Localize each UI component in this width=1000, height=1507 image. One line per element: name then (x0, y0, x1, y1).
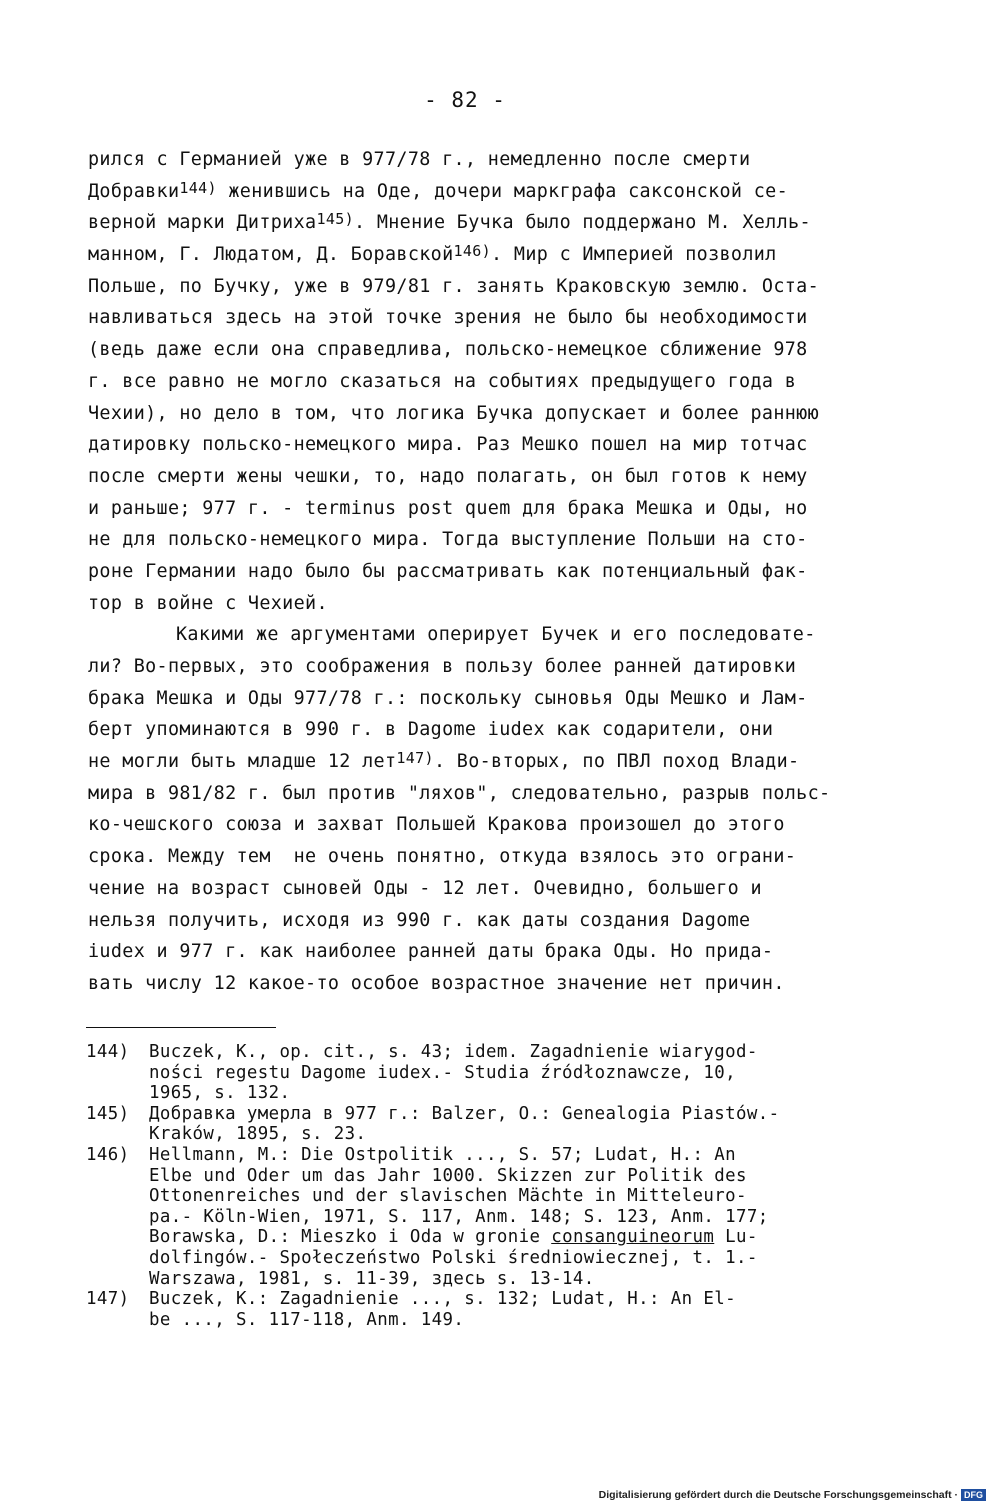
text-line: ли? Во-первых, это соображения в пользу более ранней датировки (88, 656, 797, 677)
credit-text: Digitalisierung gefördert durch die Deutsche Forschungsgemeinschaft · (598, 1489, 958, 1501)
text-line: тор в войне с Чехией. (88, 592, 328, 614)
text-line: вать числу 12 какое-то особое возрастное значение нет причин. (88, 972, 785, 994)
footnote-text: Buczek, K., op. cit., s. 43; idem. Zagadnienie wiarygod- ności regestu Dagome iudex.- Studia źródłoznawcze, 10, 1965, s. 132. (149, 1042, 758, 1104)
text-line: верной марки Дитриха$^{145)}$. Мнение Бучка было поддержано М. Хелль- (88, 210, 811, 234)
footnote-number: 147) (86, 1289, 130, 1310)
text-line: роне Германии надо было бы рассматривать как потенциальный фак- (88, 560, 808, 582)
footnote-divider (86, 1027, 276, 1028)
text-line: не могли быть младше 12 лет$^{147)}$. Во-вторых, по ПВЛ поход Влади- (88, 749, 800, 773)
text-line: манном, Г. Людатом, Д. Боравской$^{146)}$. Мир с Империей позволил (88, 242, 777, 266)
underlined-term: consanguineorum (551, 1227, 715, 1248)
footnote-text: Добравка умерла в 977 г.: Balzer, O.: Genealogia Piastów.- Kraków, 1895, s. 23. (149, 1103, 780, 1145)
text-line: рился с Германией уже в 977/78 г., немедленно после смерти (88, 149, 751, 170)
text-line: г. все равно не могло сказаться на событиях предыдущего года в (88, 370, 797, 392)
text-line: после смерти жены чешки, то, надо полагать, он был готов к нему (88, 465, 808, 487)
footnote-146 (86, 1145, 916, 1289)
dfg-credit (599, 1489, 986, 1501)
page-number: - 82 - (424, 88, 506, 112)
text-line: iudex и 977 г. как наиболее ранней даты брака Оды. Но прида- (88, 941, 774, 963)
footnote-ref-147: 147) (396, 749, 434, 768)
footnote-147 (86, 1289, 916, 1330)
footnote-number: 146) (86, 1144, 130, 1165)
main-text (88, 144, 908, 1000)
text-line: Чехии), но дело в том, что логика Бучка допускает и более раннюю (88, 402, 820, 424)
footnote-number: 144) (86, 1042, 130, 1062)
footnote-ref-144: 144) (179, 178, 217, 197)
text-line: Какими же аргументами оперирует Бучек и его последовате- (176, 624, 816, 646)
text-line: мира в 981/82 г. был против "ляхов", следовательно, разрыв польс- (88, 782, 831, 804)
text-line: датировку польско-немецкого мира. Раз Мешко пошел на мир тотчас (88, 434, 808, 456)
text-line: брака Мешка и Оды 977/78 г.: поскольку сыновья Оды Мешко и Лам- (88, 687, 808, 709)
dfg-logo: DFG (961, 1489, 986, 1501)
footnotes (86, 1042, 916, 1330)
text-line: срока. Между тем не очень понятно, откуда взялось это ограни- (88, 846, 797, 868)
text-line: Польше, по Бучку, уже в 979/81 г. занять Краковскую землю. Оста- (88, 275, 820, 297)
footnote-ref-146: 146) (453, 242, 492, 261)
footnote-text: Hellmann, M.: Die Ostpolitik ..., S. 57; Ludat, H.: An Elbe und Oder um das Jahr 1000. Skizzen zur Politik des Ottonenreiches und der slavischen Mächte in Mitteleuro- pa.- Köln-Wien, 1971, S. 117, Anm. 148; S. 123, Anm. 177; Borawska, D.: Mieszko i Oda w gronie consanguineorum Lu- dolfingów.- Społeczeństwo Polski średniowiecznej, t. 1.- Warszawa, 1981, s. 11-39, здесь s. 13-14. (149, 1144, 769, 1289)
text-line: нельзя получить, исходя из 990 г. как даты создания Dagome (88, 909, 751, 931)
text-line: Добравки$^{144)}$ женившись на Оде, дочери маркграфа саксонской се- (88, 178, 789, 202)
footnote-ref-145: 145) (316, 210, 354, 229)
footnote-number: 145) (86, 1103, 130, 1124)
text-line: берт упоминаются в 990 г. в Dagome iudex как содарители, они (88, 719, 774, 741)
text-line: (ведь даже если она справедлива, польско-немецкое сближение 978 (88, 339, 808, 361)
footnote-text: Buczek, K.: Zagadnienie ..., s. 132; Ludat, H.: An El- be ..., S. 117-118, Anm. 149. (149, 1289, 736, 1330)
text-line: чение на возраст сыновей Оды - 12 лет. Очевидно, большего и (88, 877, 762, 899)
text-line: ко-чешского союза и захват Польшей Кракова произошел до этого (88, 814, 785, 836)
footnote-144 (86, 1042, 916, 1104)
text-line: навливаться здесь на этой точке зрения не было бы необходимости (88, 307, 808, 329)
text-line: и раньше; 977 г. - terminus post quem для брака Мешка и Оды, но (88, 497, 808, 519)
text-line: не для польско-немецкого мира. Тогда выступление Польши на сто- (88, 529, 808, 551)
footnote-145 (86, 1104, 916, 1145)
